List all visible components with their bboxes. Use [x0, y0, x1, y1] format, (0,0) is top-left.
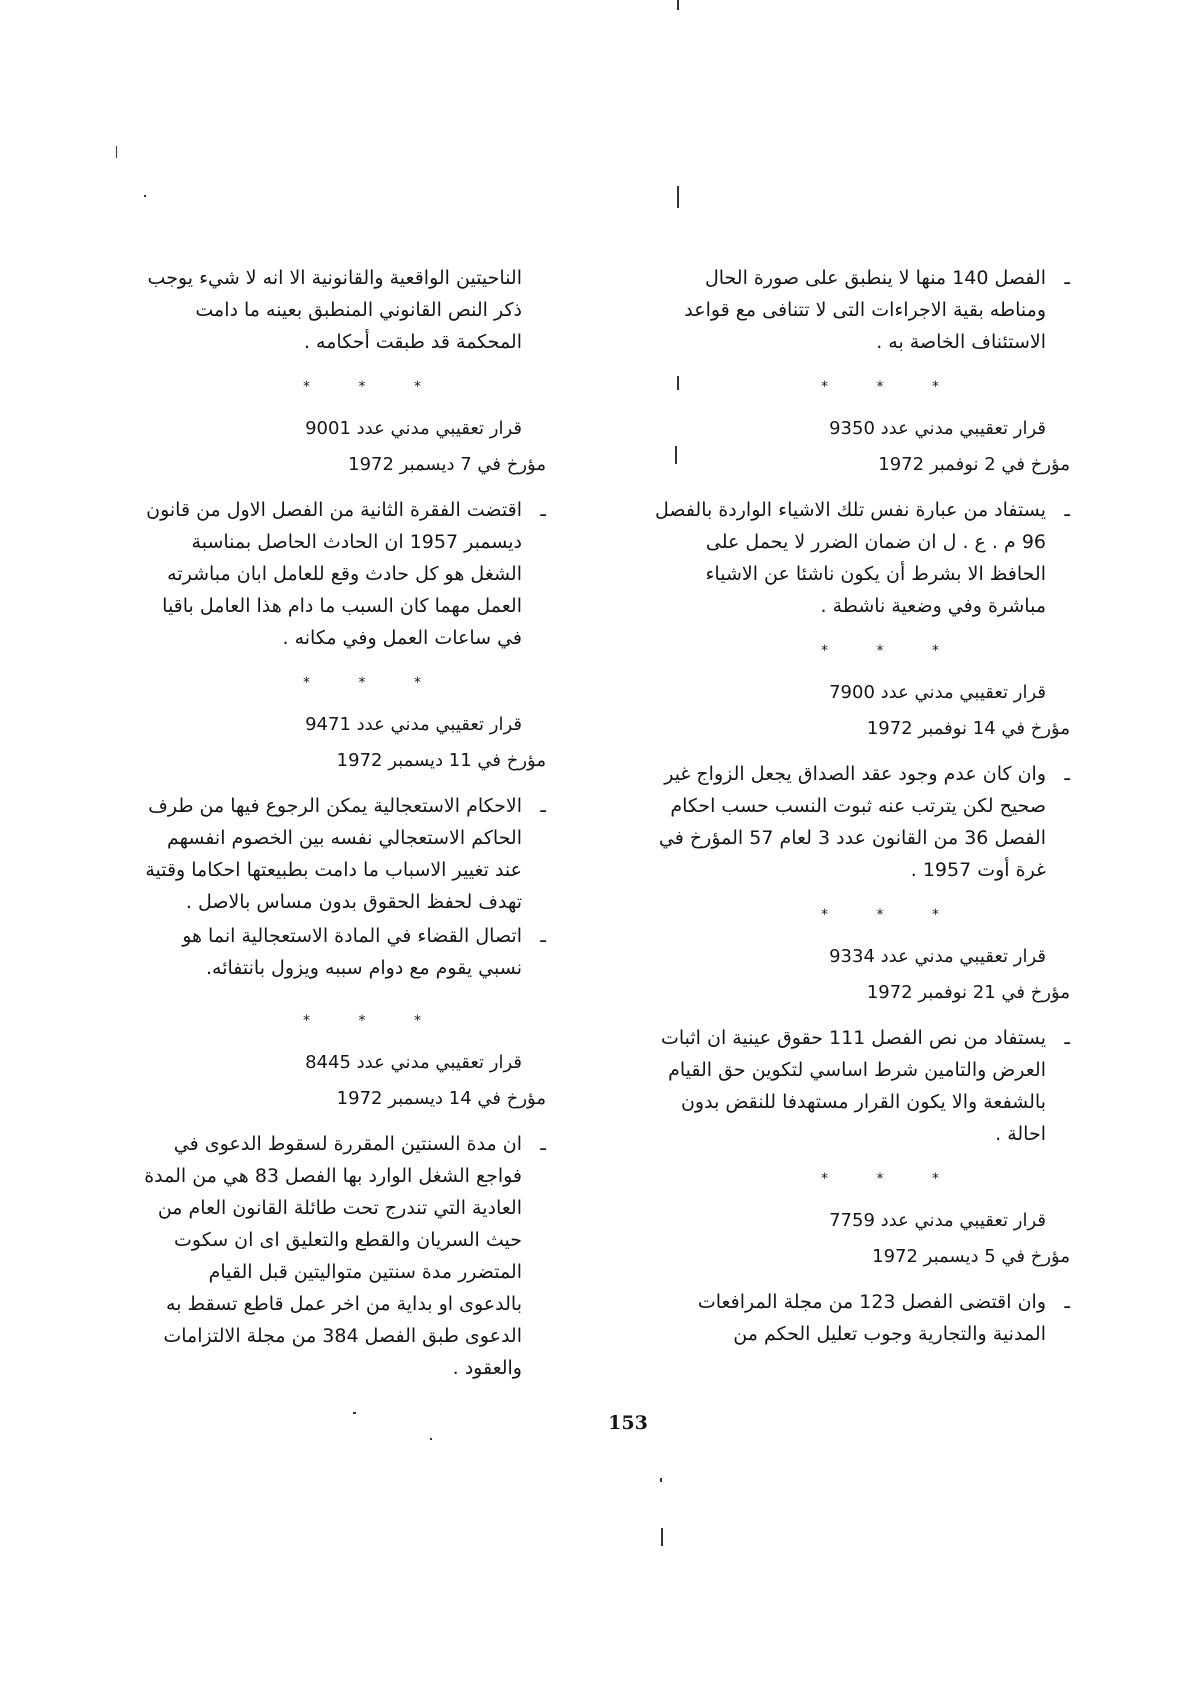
- scan-mark: [116, 146, 117, 158]
- continuation-paragraph: ـ الفصل 140 منها لا ينطبق على صورة الحال ومناطه بقية الاجراءات التى لا تتنافى مع قواعد الاستئناف الخاصة به .: [652, 262, 1070, 358]
- continuation-paragraph: الناحيتين الواقعية والقانونية الا انه لا شيء يوجب ذكر النص القانوني المنطبق بعينه ما دامت المحكمة قد طبقت أحكامه .: [147, 267, 522, 353]
- ruling-text: ـ وان اقتضى الفصل 123 من مجلة المرافعات المدنية والتجارية وجوب تعليل الحكم من: [652, 1286, 1070, 1350]
- ruling-date: مؤرخ في 14 ديسمبر 1972: [336, 1088, 546, 1109]
- scan-mark: [677, 186, 679, 208]
- scan-mark: [677, 376, 679, 390]
- ruling-text: ـ يستفاد من نص الفصل 111 حقوق عينية ان اثبات العرض والتامين شرط اساسي لتكوين حق القيام بالشفعة والا يكون القرار مستهدفا للنقض بدون احالة .: [652, 1022, 1070, 1150]
- ruling-heading: قرار تعقيبي مدني عدد 8445: [305, 1052, 522, 1073]
- left-column: [140, 262, 546, 1384]
- separator: * * *: [303, 1013, 443, 1029]
- ruling-heading: قرار تعقيبي مدني عدد 7900: [829, 682, 1046, 703]
- ruling-text: ـ يستفاد من عبارة نفس تلك الاشياء الواردة بالفصل 96 م . ع . ل ان ضمان الضرر لا يحمل على الحافظ الا بشرط أن يكون ناشئا عن الاشياء مباشرة وفي وضعية ناشطة .: [652, 494, 1070, 622]
- ruling-date: مؤرخ في 21 نوفمبر 1972: [866, 982, 1070, 1003]
- ruling-text: ـ ان مدة السنتين المقررة لسقوط الدعوى في فواجع الشغل الوارد بها الفصل 83 هي من المدة العادية التي تندرج تحت طائلة القانون العام من حيث السريان والقطع والتعليق اى ان سكوت المتضرر مدة سنتين متواليتين قبل القيام بالدعوى او بداية من اخر عمل قاطع تسقط به الدعوى طبق الفصل 384 من مجلة الالتزامات والعقود .: [140, 1128, 546, 1384]
- page-number: 153: [608, 1412, 648, 1434]
- separator: * * *: [303, 379, 443, 395]
- ruling-date: مؤرخ في 2 نوفمبر 1972: [878, 454, 1070, 475]
- scan-mark: [353, 1412, 356, 1414]
- separator: * * *: [821, 907, 961, 923]
- right-column: [652, 262, 1070, 1350]
- scan-mark: [677, 0, 679, 10]
- ruling-date: مؤرخ في 5 ديسمبر 1972: [872, 1246, 1070, 1267]
- separator: * * *: [303, 675, 443, 691]
- scan-mark: [661, 1528, 663, 1546]
- separator: * * *: [821, 643, 961, 659]
- ruling-heading: قرار تعقيبي مدني عدد 7759: [829, 1210, 1046, 1231]
- ruling-date: مؤرخ في 11 ديسمبر 1972: [336, 750, 546, 771]
- scan-mark: [660, 1478, 662, 1482]
- ruling-text: ـ اقتضت الفقرة الثانية من الفصل الاول من قانون ديسمبر 1957 ان الحادث الحاصل بمناسبة الشغل هو كل حادث وقع للعامل ابان مباشرته العمل مهما كان السبب ما دام هذا العامل باقيا في ساعات العمل وفي مكانه .: [140, 494, 546, 654]
- ruling-text: ـ وان كان عدم وجود عقد الصداق يجعل الزواج غير صحيح لكن يترتب عنه ثبوت النسب حسب احكام الفصل 36 من القانون عدد 3 لعام 57 المؤرخ في غرة أوت 1957 .: [652, 758, 1070, 886]
- ruling-text: ـ اتصال القضاء في المادة الاستعجالية انما هو نسبي يقوم مع دوام سببه ويزول بانتفائه.: [140, 920, 546, 984]
- separator: * * *: [821, 1171, 961, 1187]
- scan-mark: [430, 1438, 432, 1440]
- ruling-date: مؤرخ في 7 ديسمبر 1972: [348, 454, 546, 475]
- ruling-heading: قرار تعقيبي مدني عدد 9001: [305, 418, 522, 439]
- ruling-text: ـ الاحكام الاستعجالية يمكن الرجوع فيها من طرف الحاكم الاستعجالي نفسه بين الخصوم انفسهم عند تغيير الاسباب ما دامت بطبيعتها احكاما وقتية تهدف لحفظ الحقوق بدون مساس بالاصل .: [140, 790, 546, 918]
- scan-mark: [675, 446, 677, 464]
- separator: * * *: [821, 379, 961, 395]
- ruling-heading: قرار تعقيبي مدني عدد 9471: [305, 714, 522, 735]
- scan-mark: [144, 195, 146, 197]
- ruling-heading: قرار تعقيبي مدني عدد 9350: [829, 418, 1046, 439]
- ruling-heading: قرار تعقيبي مدني عدد 9334: [829, 946, 1046, 967]
- ruling-date: مؤرخ في 14 نوفمبر 1972: [866, 718, 1070, 739]
